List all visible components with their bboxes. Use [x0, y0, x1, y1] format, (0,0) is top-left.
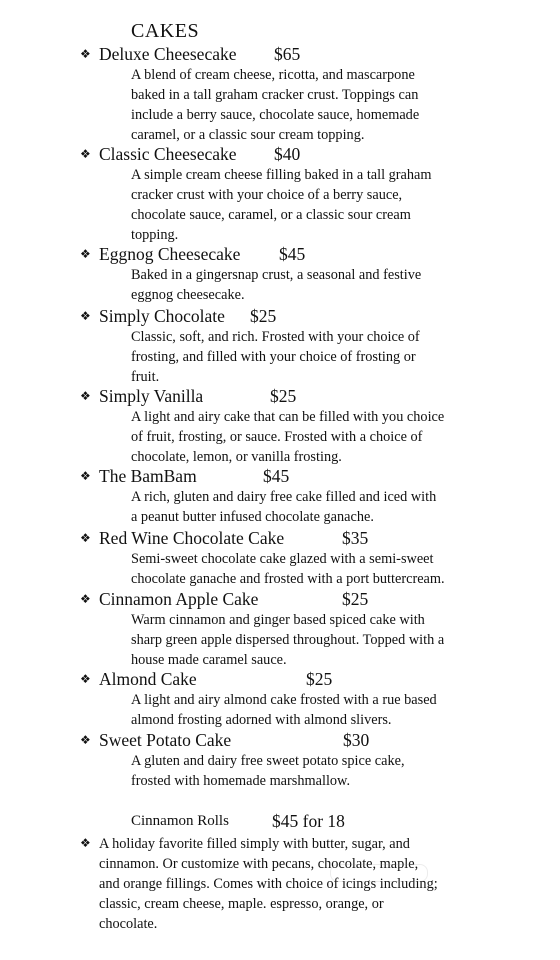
description-line: house made caramel sauce. [131, 652, 287, 668]
description-line: baked in a tall graham cracker crust. Toppings can [131, 87, 419, 103]
menu-item-header [80, 143, 550, 165]
menu-item [80, 588, 550, 670]
menu-item-header [80, 305, 550, 327]
menu-item [80, 305, 550, 387]
menu-item-description [131, 751, 501, 791]
cinnamon-rolls-price: $45 for 18 [272, 811, 345, 831]
bullet-icon: ❖ [80, 389, 91, 403]
menu-item-header [80, 668, 550, 690]
menu-item-price: $25 [342, 589, 369, 609]
menu-item-price: $30 [343, 730, 370, 750]
description-line: A rich, gluten and dairy free cake filled and iced with [131, 489, 437, 505]
menu-item [80, 729, 550, 791]
menu-item-price: $35 [342, 528, 369, 548]
description-line: caramel, or a classic sour cream topping. [131, 127, 365, 143]
menu-item-price: $45 [279, 244, 306, 264]
menu-item-description [131, 610, 501, 670]
description-line: chocolate. [99, 916, 158, 932]
description-line: sharp green apple dispersed throughout. Topped with a [131, 632, 445, 648]
menu-item [80, 668, 550, 730]
description-line: fruit. [131, 369, 160, 385]
menu-item [80, 143, 550, 245]
description-line: and orange fillings. Comes with choice of icings including; [99, 876, 438, 892]
menu-item-name: Simply Chocolate [99, 306, 225, 326]
menu-item [80, 465, 550, 527]
description-line: Semi-sweet chocolate cake glazed with a semi-sweet [131, 551, 434, 567]
description-line: ❖ A holiday favorite filled simply with butter, sugar, and [80, 833, 500, 854]
description-line: Classic, soft, and rich. Frosted with your choice of [131, 329, 420, 345]
cinnamon-rolls-header [131, 811, 431, 833]
menu-item-name: Simply Vanilla [99, 386, 204, 406]
bullet-icon: ❖ [80, 733, 91, 747]
bullet-icon: ❖ [80, 592, 91, 606]
menu-item-name: Cinnamon Apple Cake [99, 589, 259, 609]
menu-item-name: Eggnog Cheesecake [99, 244, 241, 264]
description-line: A light and airy cake that can be filled with you choice [131, 409, 445, 425]
description-line: Warm cinnamon and ginger based spiced cake with [131, 612, 425, 628]
description-line: cracker crust with your choice of a berry sauce, [131, 187, 403, 203]
description-line: almond frosting adorned with almond slivers. [131, 712, 392, 728]
description-line: include a berry sauce, chocolate sauce, homemade [131, 107, 420, 123]
menu-item-description [131, 690, 501, 730]
menu-item [80, 243, 550, 305]
menu-item-description [131, 487, 501, 527]
description-line: frosted with homemade marshmallow. [131, 773, 351, 789]
menu-item-description [131, 265, 501, 305]
menu-item [80, 385, 550, 467]
description-line: A gluten and dairy free sweet potato spice cake, [131, 753, 405, 769]
menu-item-description [131, 165, 501, 245]
menu-item-price: $25 [250, 306, 277, 326]
watermark-logo [330, 864, 428, 882]
menu-item-price: $25 [270, 386, 297, 406]
menu-item-price: $25 [306, 669, 333, 689]
bullet-icon: ❖ [80, 469, 91, 483]
description-line: topping. [131, 227, 179, 243]
menu-item-header [80, 729, 550, 751]
menu-item-header [80, 385, 550, 407]
menu-item [80, 43, 550, 145]
cinnamon-rolls-name: Cinnamon Rolls [131, 813, 229, 829]
bullet-icon: ❖ [80, 836, 91, 850]
cinnamon-rolls-description [80, 833, 500, 934]
section-heading: CAKES [131, 20, 200, 42]
description-line: chocolate sauce, caramel, or a classic sour cream [131, 207, 411, 223]
menu-item-description [131, 65, 501, 145]
menu-item-name: Classic Cheesecake [99, 144, 237, 164]
bullet-icon: ❖ [80, 309, 91, 323]
menu-item-price: $45 [263, 466, 290, 486]
menu-item-header [80, 588, 550, 610]
menu-item-name: The BamBam [99, 466, 197, 486]
menu-item-header [80, 43, 550, 65]
description-line: frosting, and filled with your choice of frosting or [131, 349, 416, 365]
description-line: chocolate ganache and frosted with a port buttercream. [131, 571, 445, 587]
bullet-icon: ❖ [80, 147, 91, 161]
description-line: A simple cream cheese filling baked in a tall graham [131, 167, 432, 183]
menu-item-price: $65 [274, 44, 301, 64]
description-line: A light and airy almond cake frosted with a rue based [131, 692, 437, 708]
menu-item-price: $40 [274, 144, 301, 164]
menu-item-name: Almond Cake [99, 669, 197, 689]
menu-item-description [131, 327, 501, 387]
description-line: eggnog cheesecake. [131, 287, 245, 303]
description-line: of fruit, frosting, or sauce. Frosted with a choice of [131, 429, 423, 445]
description-line: classic, cream cheese, maple. espresso, orange, or [99, 896, 384, 912]
description-line: Baked in a gingersnap crust, a seasonal and festive [131, 267, 422, 283]
description-line: A blend of cream cheese, ricotta, and mascarpone [131, 67, 415, 83]
bullet-icon: ❖ [80, 672, 91, 686]
menu-item [80, 527, 550, 589]
menu-item-name: Deluxe Cheesecake [99, 44, 237, 64]
bullet-icon: ❖ [80, 47, 91, 61]
menu-item-description [131, 549, 501, 589]
menu-item-name: Sweet Potato Cake [99, 730, 232, 750]
description-line: a peanut butter infused chocolate ganache. [131, 509, 374, 525]
description-line: cinnamon. Or customize with pecans, chocolate, maple, [99, 856, 419, 872]
menu-item-name: Red Wine Chocolate Cake [99, 528, 285, 548]
bullet-icon: ❖ [80, 247, 91, 261]
menu-item-header [80, 527, 550, 549]
menu-item-header [80, 465, 550, 487]
bullet-icon: ❖ [80, 531, 91, 545]
description-line: chocolate, lemon, or vanilla frosting. [131, 449, 342, 465]
menu-item-description [131, 407, 501, 467]
menu-item-header [80, 243, 550, 265]
